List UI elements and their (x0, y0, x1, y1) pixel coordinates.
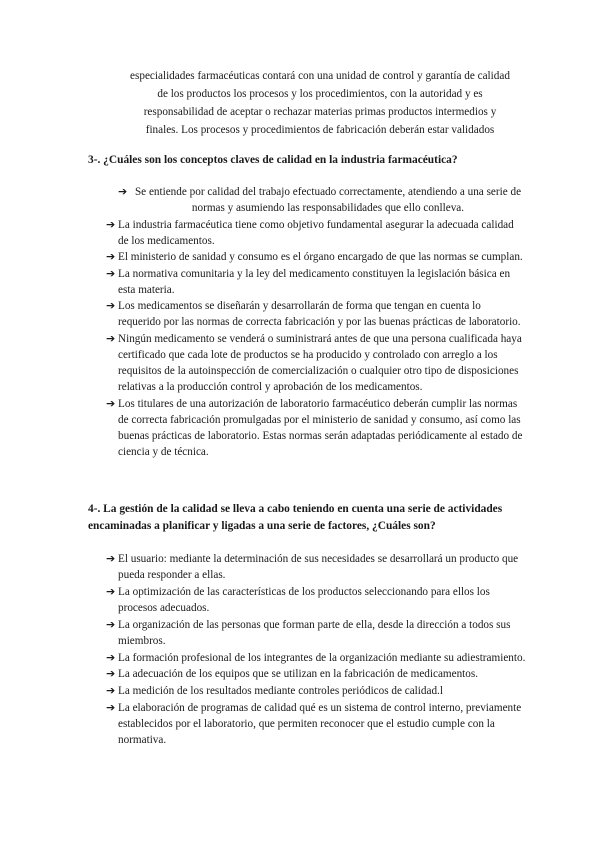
list-item-text: La industria farmacéutica tiene como objetivo fundamental asegurar la adecuada calidad de los medicamentos. (118, 218, 514, 247)
list-item-text: La medición de los resultados mediante controles periódicos de calidad.l (118, 685, 443, 698)
section-3-heading: 3-. ¿Cuáles son los conceptos claves de calidad en la industria farmacéutica? (88, 154, 458, 166)
list-item-text: Se entiende por calidad del trabajo efectuado correctamente, atendiendo a una serie de normas y asumiendo las responsabilidades que ello conlleva. (134, 186, 522, 215)
list-item (106, 666, 526, 682)
list-item-text: El ministerio de sanidad y consumo es el órgano encargado de que las normas se cumplan. (118, 251, 523, 264)
list-item (106, 249, 526, 265)
intro-line: de los productos los procesos y los procedimientos, con la autoridad y es (157, 88, 483, 100)
arrow-icon: ➔ (106, 266, 116, 280)
arrow-icon: ➔ (106, 700, 116, 714)
intro-line: especialidades farmacéuticas contará con una unidad de control y garantía de calidad (130, 70, 510, 82)
arrow-icon: ➔ (106, 396, 116, 410)
section-3-list (106, 184, 526, 461)
arrow-icon: ➔ (106, 584, 116, 598)
arrow-icon: ➔ (106, 250, 116, 264)
arrow-icon: ➔ (118, 185, 128, 198)
section-4-list (106, 551, 526, 749)
list-item-text: La optimización de las características de los productos seleccionando para ellos los procesos adecuados. (118, 585, 490, 615)
list-item (106, 584, 526, 616)
arrow-icon: ➔ (106, 650, 116, 664)
list-item-text: El usuario: mediante la determinación de sus necesidades se desarrollará un producto que pueda responder a ellas. (118, 553, 519, 582)
list-item-text: La organización de las personas que forman parte de ella, desde la dirección a todos sus miembros. (118, 618, 511, 648)
arrow-icon: ➔ (106, 667, 116, 681)
intro-line: responsabilidad de aceptar o rechazar materias primas productos intermedios y (143, 106, 497, 118)
list-item (106, 184, 526, 216)
list-item-text: La elaboración de programas de calidad qué es un sistema de control interno, previamente establecidos por el laboratorio, que permiten reconocer que el estudio cumple con la normativa. (118, 701, 522, 747)
list-item-text: Los titulares de una autorización de laboratorio farmacéutico deberán cumplir las normas de correcta fabricación promulgadas por el ministerio de sanidad y consumo, así como las buenas prácticas de laboratorio. Estas normas serán adaptadas periódicamente al estado de ciencia y de técnica. (118, 397, 523, 459)
arrow-icon: ➔ (106, 684, 116, 698)
list-item (106, 396, 526, 461)
list-item (106, 551, 526, 583)
list-item-text: La formación profesional de los integrantes de la organización mediante su adiestramiento. (118, 651, 526, 664)
arrow-icon: ➔ (106, 617, 116, 631)
list-item (106, 298, 526, 330)
arrow-icon: ➔ (106, 299, 116, 313)
section-4-heading: 4-. La gestión de la calidad se lleva a cabo teniendo en cuenta una serie de actividades encaminadas a planificar y ligadas a una serie de factores, ¿Cuáles son? (88, 503, 503, 532)
arrow-icon: ➔ (106, 331, 116, 345)
intro-paragraph (120, 67, 520, 139)
list-item-text: Los medicamentos se diseñarán y desarrollarán de forma que tengan en cuenta lo requerido por las normas de correcta fabricación y por las buenas prácticas de laboratorio. (118, 300, 521, 329)
list-item-text: La adecuación de los equipos que se utilizan en la fabricación de medicamentos. (118, 668, 479, 681)
list-item (106, 331, 526, 396)
list-item (106, 700, 526, 749)
arrow-icon: ➔ (106, 217, 116, 231)
list-item (106, 266, 526, 298)
arrow-icon: ➔ (106, 552, 116, 565)
list-item (106, 217, 526, 249)
list-item (106, 650, 526, 666)
list-item (106, 683, 526, 699)
list-item-text: La normativa comunitaria y la ley del medicamento constituyen la legislación básica en esta materia. (118, 267, 511, 296)
intro-line: finales. Los procesos y procedimientos de fabricación deberán estar validados (145, 124, 495, 136)
list-item-text: Ningún medicamento se venderá o suministrará antes de que una persona cualificada haya certificado que cada lote de productos se ha producido y controlado con arreglo a los requisitos de la autoinspección de comercialización o cualquier otro tipo de disposiciones relativas a la producción control y aprobación de los medicamentos. (118, 332, 522, 394)
list-item (106, 617, 526, 649)
